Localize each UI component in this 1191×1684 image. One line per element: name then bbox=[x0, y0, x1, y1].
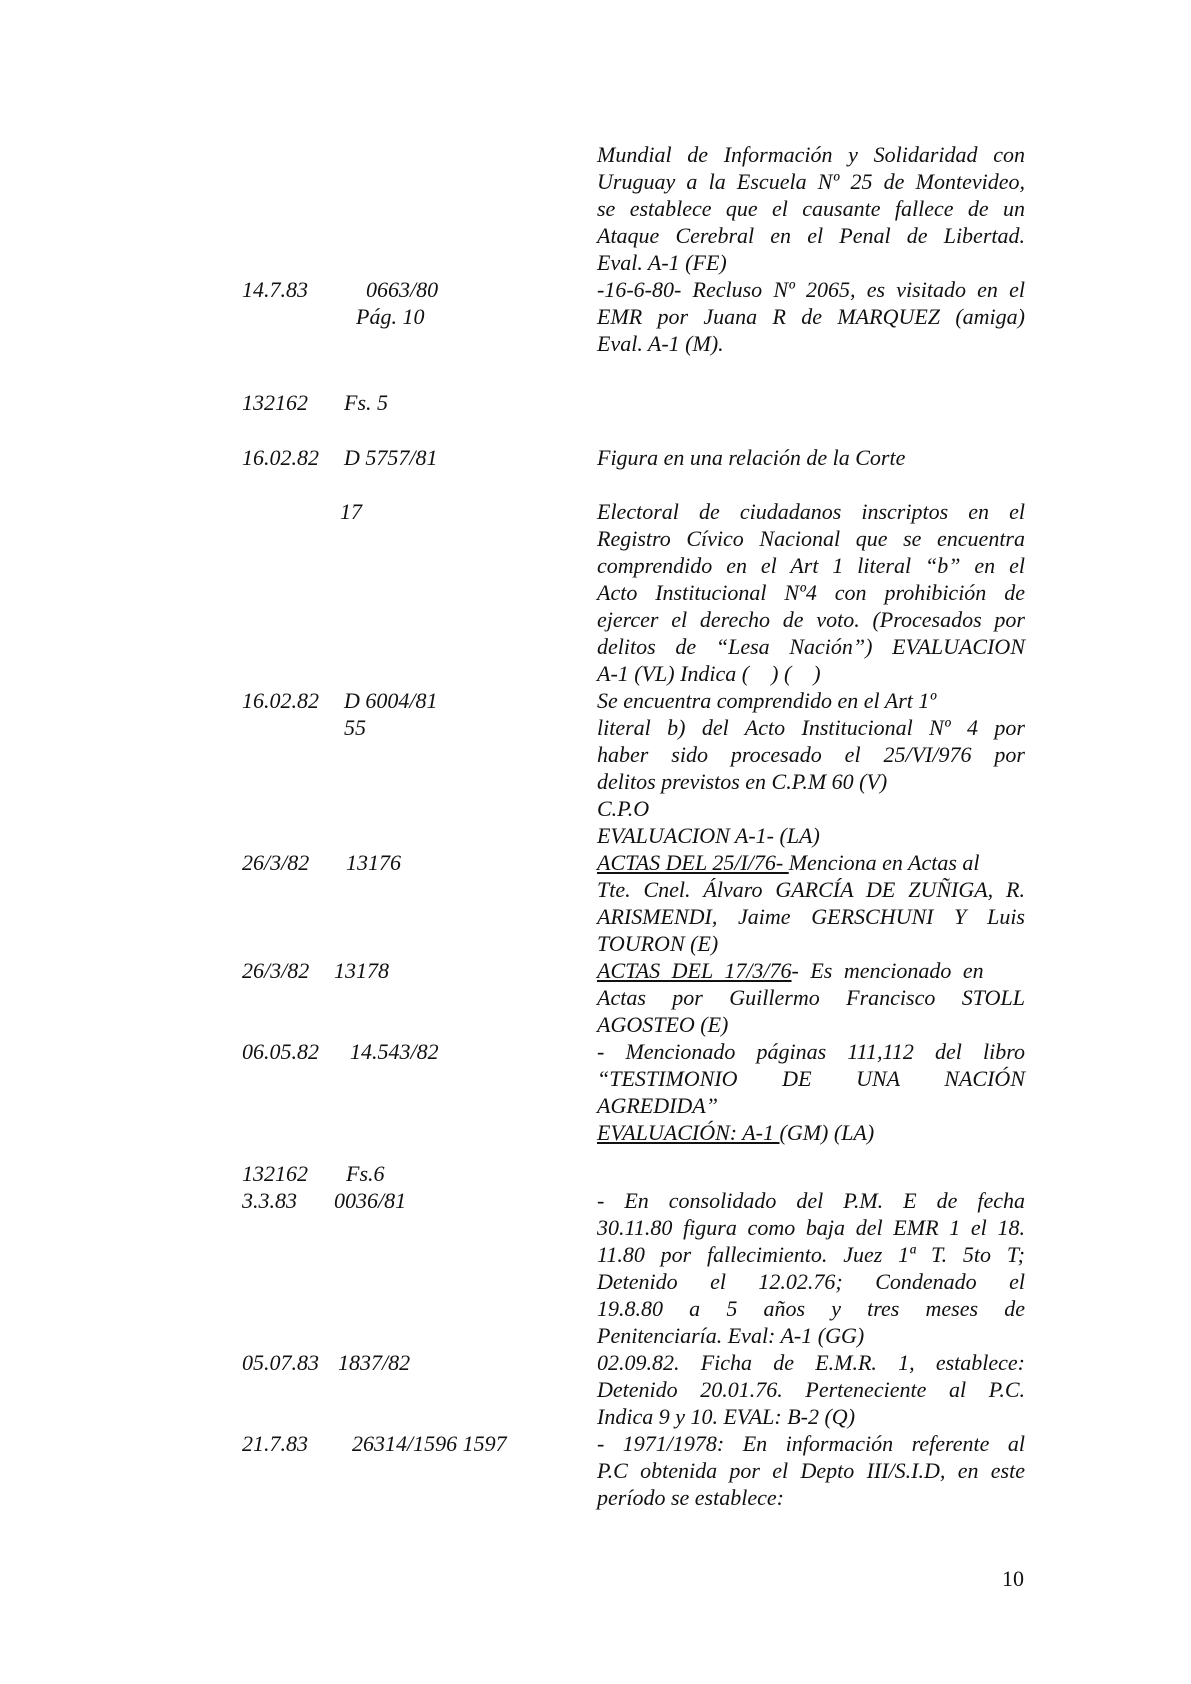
entry-text-line: período se establece: bbox=[597, 1485, 784, 1510]
entry-text-line: comprendido en el Art 1 literal “b” en el bbox=[597, 553, 1025, 578]
entry-date: 3.3.83 bbox=[242, 1188, 297, 1213]
entry-text-line: Registro Cívico Nacional que se encuentra bbox=[597, 526, 1025, 551]
entry-text-line: delitos previstos en C.P.M 60 (V) bbox=[597, 769, 888, 794]
entry-text-line: - En consolidado del P.M. E de fecha bbox=[597, 1188, 1025, 1213]
entry-text-line: 30.11.80 figura como baja del EMR 1 el 18. bbox=[597, 1215, 1025, 1240]
entry-reference: 13178 bbox=[334, 958, 389, 983]
entry-text-line: 02.09.82. Ficha de E.M.R. 1, establece: bbox=[597, 1350, 1025, 1375]
entry-text-line: -16-6-80- Recluso Nº 2065, es visitado en el bbox=[597, 277, 1025, 302]
heading-continuation: - Es mencionado en bbox=[791, 958, 984, 983]
entry-text-line: EVALUACION A-1- (LA) bbox=[597, 823, 820, 848]
entry-text-line: Actas por Guillermo Francisco STOLL bbox=[597, 985, 1025, 1010]
evaluation-label: EVALUACIÓN: A-1 bbox=[597, 1120, 780, 1145]
entry-text-line: Detenido el 12.02.76; Condenado el bbox=[597, 1269, 1025, 1294]
entry-reference: 26314/1596 1597 bbox=[352, 1431, 507, 1456]
entry-text-line: 11.80 por fallecimiento. Juez 1ª T. 5to T; bbox=[597, 1242, 1025, 1267]
entry-text-line: - 1971/1978: En información referente al bbox=[597, 1431, 1025, 1456]
entry-text-line: A-1 (VL) Indica ( ) ( ) bbox=[597, 661, 821, 686]
entry-text-line: 19.8.80 a 5 años y tres meses de bbox=[597, 1296, 1025, 1321]
entry-text-line: AGREDIDA” bbox=[597, 1093, 718, 1118]
entry-text-line: haber sido procesado el 25/VI/976 por bbox=[597, 742, 1025, 767]
entry-text-line: Indica 9 y 10. EVAL: B-2 (Q) bbox=[597, 1404, 856, 1429]
entry-text-line: Ataque Cerebral en el Penal de Libertad. bbox=[597, 223, 1025, 248]
entry-text-line: Acto Institucional Nº4 con prohibición de bbox=[597, 580, 1025, 605]
entry-text-line: - Mencionado páginas 111,112 del libro bbox=[597, 1039, 1025, 1064]
entry-text-line: EMR por Juana R de MARQUEZ (amiga) bbox=[597, 304, 1025, 329]
entry-text-line: “TESTIMONIO DE UNA NACIÓN bbox=[597, 1066, 1025, 1091]
entry-reference: 0663/80 bbox=[366, 277, 439, 302]
entry-date: 14.7.83 bbox=[242, 277, 308, 302]
entry-reference: 1837/82 bbox=[338, 1350, 411, 1375]
entry-text-line: AGOSTEO (E) bbox=[597, 1012, 729, 1037]
entry-text-line: Mundial de Información y Solidaridad con bbox=[597, 142, 1025, 167]
entry-text-line bbox=[597, 958, 984, 984]
entry-date: 06.05.82 bbox=[242, 1039, 319, 1064]
entry-reference-page: 55 bbox=[344, 715, 366, 740]
entry-text-line: Eval. A-1 (FE) bbox=[597, 250, 727, 275]
entry-date: 16.02.82 bbox=[242, 688, 319, 713]
entry-reference-page: Pág. 10 bbox=[356, 304, 425, 329]
entry-text-line: Eval. A-1 (M). bbox=[597, 331, 724, 356]
entry-reference: 0036/81 bbox=[334, 1188, 407, 1213]
heading-continuation: Menciona en Actas al bbox=[788, 850, 980, 875]
evaluation-line bbox=[597, 1120, 874, 1146]
entry-text-line bbox=[597, 850, 980, 876]
entry-text-line: P.C obtenida por el Depto III/S.I.D, en este bbox=[597, 1458, 1025, 1483]
entry-reference: 14.543/82 bbox=[350, 1039, 439, 1064]
entry-text-line: TOURON (E) bbox=[597, 931, 719, 956]
entry-text-line: Uruguay a la Escuela Nº 25 de Montevideo, bbox=[597, 169, 1025, 194]
entry-text-line: Se encuentra comprendido en el Art 1º bbox=[597, 688, 937, 713]
entry-text-line: Electoral de ciudadanos inscriptos en el bbox=[597, 499, 1025, 524]
entry-reference: 13176 bbox=[346, 850, 401, 875]
entry-date: 26/3/82 bbox=[242, 958, 310, 983]
entry-text-line: se establece que el causante fallece de un bbox=[597, 196, 1025, 221]
entry-reference: D 6004/81 bbox=[344, 688, 438, 713]
entry-text-line: Tte. Cnel. Álvaro GARCÍA DE ZUÑIGA, R. bbox=[597, 877, 1025, 902]
folio-sheet: Fs.6 bbox=[346, 1161, 385, 1186]
entry-text-line: delitos de “Lesa Nación”) EVALUACION bbox=[597, 634, 1025, 659]
folio-reference: 132162 bbox=[242, 1161, 308, 1186]
entry-text-line: Figura en una relación de la Corte bbox=[597, 445, 906, 470]
entry-text-line: Penitenciaría. Eval: A-1 (GG) bbox=[597, 1323, 865, 1348]
entry-date: 21.7.83 bbox=[242, 1431, 308, 1456]
entry-text-line: Detenido 20.01.76. Perteneciente al P.C. bbox=[597, 1377, 1025, 1402]
entry-date: 26/3/82 bbox=[242, 850, 310, 875]
entry-text-line: ARISMENDI, Jaime GERSCHUNI Y Luis bbox=[597, 904, 1025, 929]
entry-date: 05.07.83 bbox=[242, 1350, 319, 1375]
underlined-heading: ACTAS DEL 17/3/76 bbox=[597, 958, 792, 983]
entry-text-line: C.P.O bbox=[597, 796, 650, 821]
entry-text-line: ejercer el derecho de voto. (Procesados por bbox=[597, 607, 1025, 632]
underlined-heading: ACTAS DEL 25/I/76- bbox=[597, 850, 789, 875]
entry-reference-page: 17 bbox=[340, 499, 362, 524]
page-number: 10 bbox=[1002, 1566, 1024, 1591]
folio-sheet: Fs. 5 bbox=[344, 390, 388, 415]
evaluation-codes: (GM) (LA) bbox=[779, 1120, 875, 1145]
entry-date: 16.02.82 bbox=[242, 445, 319, 470]
folio-reference: 132162 bbox=[242, 390, 308, 415]
entry-reference: D 5757/81 bbox=[344, 445, 438, 470]
entry-text-line: literal b) del Acto Institucional Nº 4 por bbox=[597, 715, 1025, 740]
